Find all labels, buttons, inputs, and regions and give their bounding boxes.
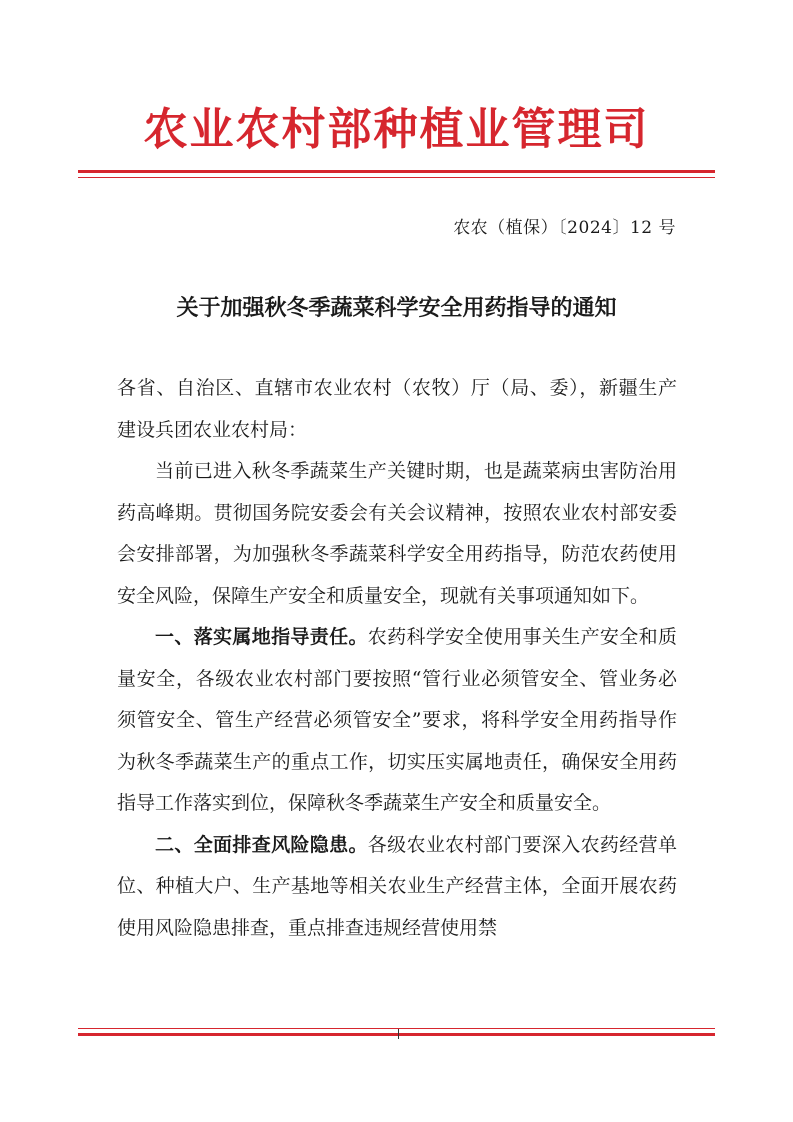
section-2-paragraph [117, 825, 677, 950]
section-1-paragraph [117, 617, 677, 825]
masthead-rule-thin [78, 177, 715, 178]
footer-rule-thin [78, 1028, 715, 1029]
recipients-line: 各省、自治区、直辖市农业农村（农牧）厅（局、委），新疆生产建设兵团农业农村局： [117, 377, 677, 441]
masthead-rule-thick [78, 170, 715, 173]
section-1-body: 农药科学安全使用事关生产安全和质量安全，各级农业农村部门要按照“管行业必须管安全、管业务必须管安全、管生产经营必须管安全”要求，将科学安全用药指导作为秋冬季蔬菜生产的重点工作，切实压实属地责任，确保安全用药指导工作落实到位，保障秋冬季蔬菜生产安全和质量安全。 [117, 626, 677, 814]
section-2-body: 各级农业农村部门要深入农药经营单位、种植大户、生产基地等相关农业生产经营主体，全面开展农药使用风险隐患排查，重点排查违规经营使用禁 [117, 833, 677, 939]
document-number: 农农（植保）〔2024〕12 号 [453, 218, 676, 238]
section-1-heading: 一、落实属地指导责任。 [155, 626, 368, 648]
page-number-mark [398, 1029, 399, 1039]
masthead-org-name: 农业农村部种植业管理司 [143, 104, 650, 155]
intro-paragraph: 当前已进入秋冬季蔬菜生产关键时期，也是蔬菜病虫害防治用药高峰期。贯彻国务院安委会有关会议精神，按照农业农村部安委会安排部署，为加强秋冬季蔬菜科学安全用药指导，防范农药使用安全风险，保障生产安全和质量安全，现就有关事项通知如下。 [117, 460, 677, 607]
document-title: 关于加强秋冬季蔬菜科学安全用药指导的通知 [176, 296, 617, 321]
document-body [117, 368, 677, 949]
section-2-heading: 二、全面排查风险隐患。 [155, 833, 368, 856]
footer-rule-thick [78, 1033, 715, 1036]
